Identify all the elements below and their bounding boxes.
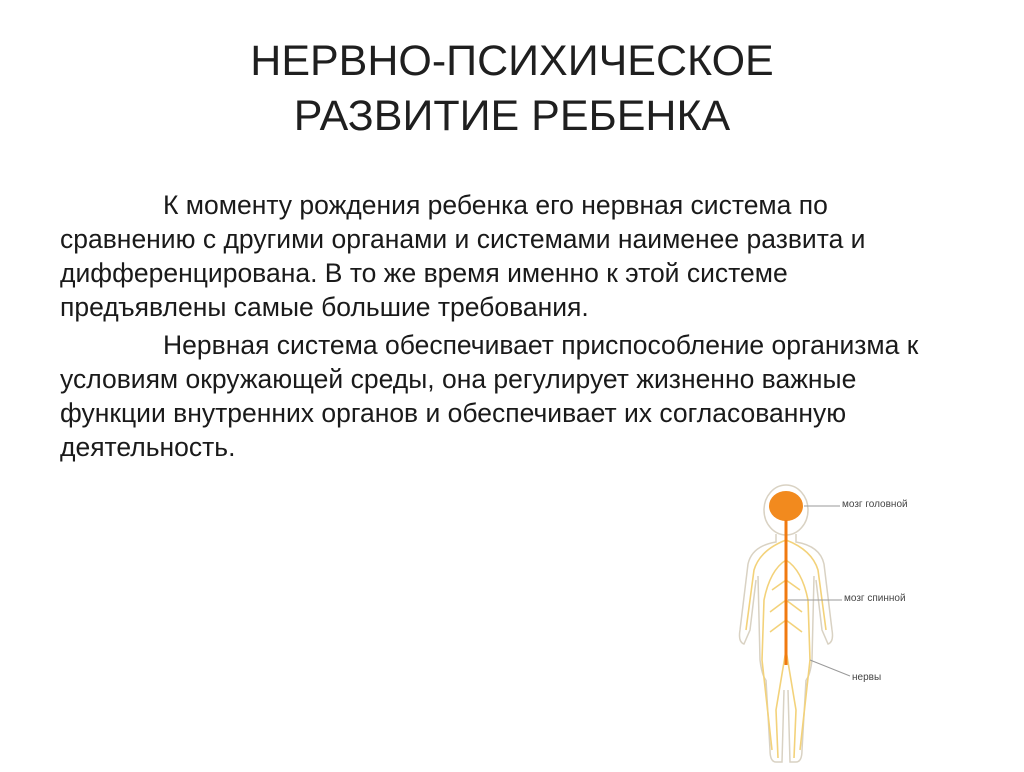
brain — [769, 491, 803, 521]
nerves-label: нервы — [852, 672, 882, 683]
title-line-1: НЕРВНО-ПСИХИЧЕСКОЕ — [250, 37, 774, 85]
brain-label: мозг головной — [842, 499, 908, 510]
child-nervous-system-illustration — [700, 480, 940, 767]
title-line-2: РАЗВИТИЕ РЕБЕНКА — [293, 92, 731, 140]
spinal-cord-label: мозг спинной — [844, 593, 906, 604]
slide-title — [0, 34, 1024, 144]
nervous-system-figure — [700, 480, 940, 767]
body-text — [60, 188, 960, 468]
paragraph-1: К моменту рождения ребенка его нервная система по сравнению с другими органами и системами наименее развита и дифференцирована. В то же время именно к этой системе предъявлены самые большие требования. — [60, 190, 866, 322]
paragraph-2: Нервная система обеспечивает приспособление организма к условиям окружающей среды, она регулирует жизненно важные функции внутренних органов и обеспечивает их согласованную деятельность. — [60, 330, 919, 462]
